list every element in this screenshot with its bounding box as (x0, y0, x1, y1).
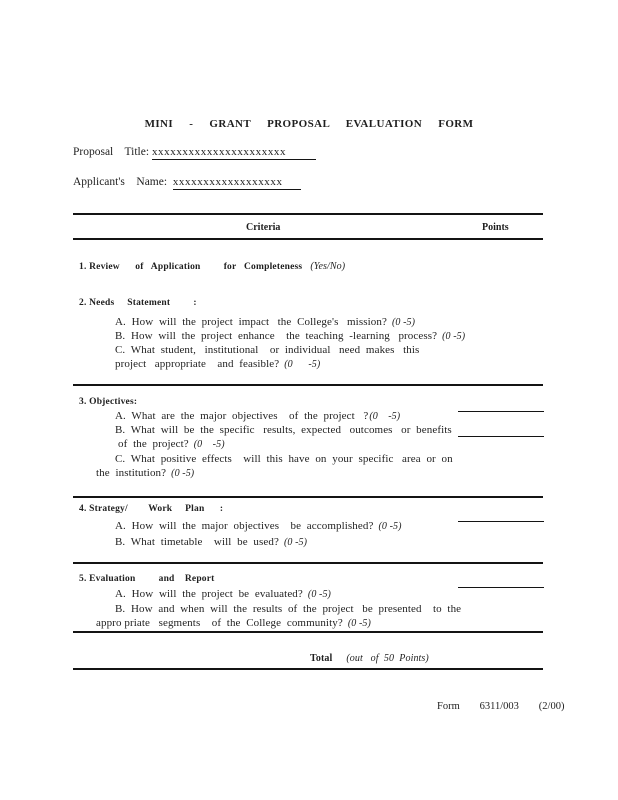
question-line (96, 617, 371, 630)
divider (73, 384, 543, 386)
question-text: B. How will the project enhance the teaching -learning process? (115, 330, 438, 342)
question-line (115, 410, 400, 423)
question-text: B. What will be the specific results, expected outcomes or benefits (115, 424, 452, 436)
section-2-heading: 2. Needs Statement : (79, 298, 197, 308)
score-range: (0 -5) (307, 589, 331, 600)
question-text: B. How and when will the results of the project be presented to the (115, 603, 462, 615)
score-range: (0 -5) (193, 439, 225, 450)
divider (73, 496, 543, 498)
question-text: C. What positive effects will this have on your specific area or on (115, 453, 453, 465)
criteria-column-header: Criteria (246, 222, 281, 233)
divider (73, 668, 543, 670)
question-text: appro priate segments of the College community? (96, 617, 343, 629)
applicant-name-row (73, 176, 301, 190)
question-line (115, 536, 307, 549)
score-range: (0 -5) (391, 317, 416, 328)
question-text: A. How will the project be evaluated? (115, 588, 303, 600)
question-text: the institution? (96, 467, 167, 479)
section-1-heading-row (79, 260, 345, 274)
total-label: Total (310, 653, 333, 664)
question-line (115, 358, 320, 371)
question-line (118, 438, 225, 451)
points-entry-line (458, 436, 544, 437)
total-row (310, 652, 429, 665)
question-line (115, 588, 331, 601)
question-text: A. What are the major objectives of the project ? (115, 410, 369, 422)
points-entry-line (458, 587, 544, 588)
applicant-name-label: Applicant's Name: (73, 176, 173, 188)
question-line (115, 344, 419, 357)
score-range: (0 -5) (378, 521, 402, 532)
question-text: project appropriate and feasible? (115, 358, 280, 370)
total-note: (out of 50 Points) (346, 653, 429, 664)
score-range: (0 -5) (284, 359, 321, 370)
question-line (115, 330, 465, 343)
question-text: of the project? (118, 438, 189, 450)
divider (73, 562, 543, 564)
question-line (115, 424, 452, 437)
question-text: A. How will the major objectives be accomplished? (115, 520, 374, 532)
applicant-name-value: xxxxxxxxxxxxxxxxxx (173, 176, 301, 190)
question-text: C. What student, institutional or individual need makes this (115, 344, 420, 356)
section-3-heading: 3. Objectives: (79, 397, 138, 407)
score-range: (0 -5) (171, 468, 195, 479)
points-entry-line (458, 411, 544, 412)
question-text: B. What timetable will be used? (115, 536, 279, 548)
divider (73, 213, 543, 215)
points-entry-line (458, 521, 544, 522)
question-line (115, 603, 461, 616)
question-text: A. How will the project impact the College's mission? (115, 316, 387, 328)
score-range: (0 -5) (369, 411, 401, 422)
divider (73, 238, 543, 240)
form-title: MINI - GRANT PROPOSAL EVALUATION FORM (144, 118, 474, 130)
yes-no-note: (Yes/No) (310, 261, 346, 272)
section-5-heading: 5. Evaluation and Report (79, 574, 215, 584)
proposal-title-value: xxxxxxxxxxxxxxxxxxxxxx (152, 146, 316, 160)
question-line (96, 467, 194, 480)
score-range: (0 -5) (347, 618, 371, 629)
form-number: Form 6311/003 (2/00) (437, 701, 565, 712)
section-4-heading: 4. Strategy/ Work Plan : (79, 504, 224, 514)
divider (73, 631, 543, 633)
points-column-header: Points (482, 222, 509, 233)
question-line (115, 520, 402, 533)
score-range: (0 -5) (442, 331, 466, 342)
proposal-title-row (73, 146, 316, 160)
question-line (115, 316, 415, 329)
question-line (115, 453, 453, 466)
score-range: (0 -5) (283, 537, 308, 548)
section-1-heading: 1. Review of Application for Completeness (79, 262, 303, 272)
proposal-title-label: Proposal Title: (73, 146, 152, 158)
